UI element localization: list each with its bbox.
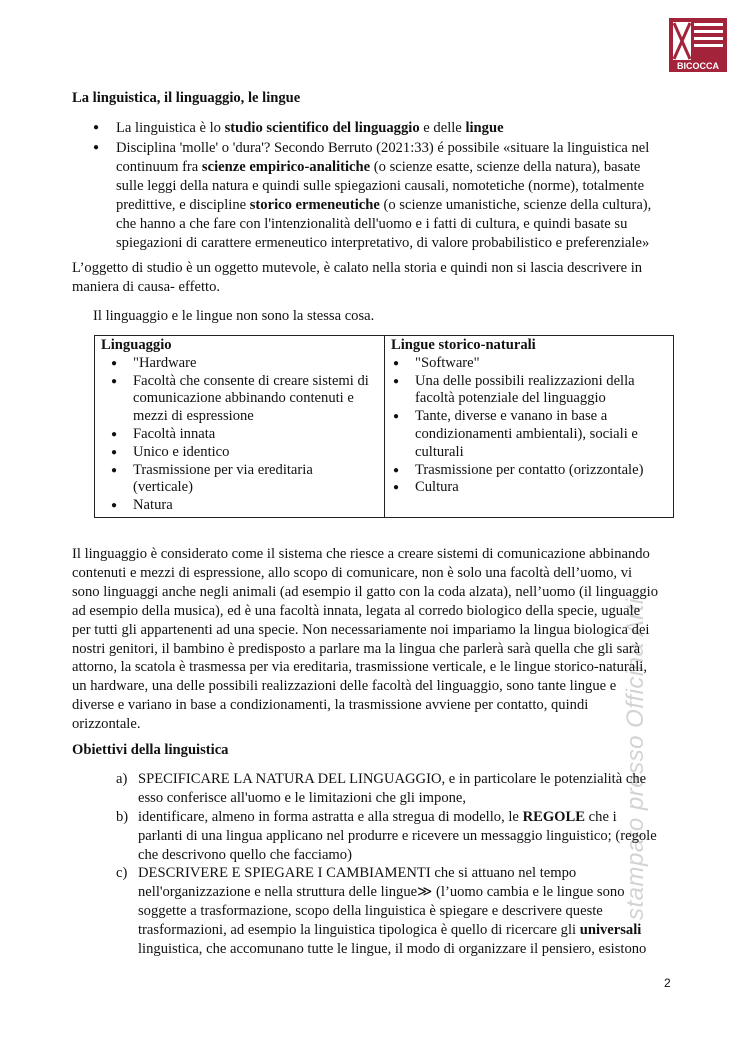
list-item: ● "Software" bbox=[393, 354, 480, 371]
bullet-dot: ● bbox=[93, 142, 100, 153]
comparison-table bbox=[94, 335, 674, 518]
list-item: ● Facoltà innata bbox=[111, 425, 216, 442]
list-label: b) bbox=[116, 809, 129, 825]
list-item: ● Tante, diverse e vanano in base a condizionamenti ambientali), sociali e culturali bbox=[393, 408, 638, 460]
section-heading-obiettivi: Obiettivi della linguistica bbox=[72, 742, 229, 758]
logo-text: BICOCCA bbox=[677, 61, 719, 71]
university-logo bbox=[669, 18, 727, 72]
list-text: DESCRIVERE E SPIEGARE I CAMBIAMENTI che si attuano nel tempo nell'organizzazione e nella struttura delle lingue≫ (l’uomo cambia e le lingue sono soggette a trasformazione, scopo della linguistica è spiegare e descrivere queste trasformazioni, ad esempio la linguistica tipologica è quello di ricercare gli universali linguistica, che accomunano tutte le lingue, il modo di organizzare il pensiero, esistono bbox=[138, 865, 647, 957]
page-number: 2 bbox=[664, 976, 671, 990]
list-item: ● Una delle possibili realizzazioni della facoltà potenziale del linguaggio bbox=[393, 372, 635, 407]
column-header-linguaggio: Linguaggio bbox=[101, 337, 172, 353]
paragraph-linguaggio: Il linguaggio è considerato come il sistema che riesce a creare sistemi di comunicazione abbinando contenuti e mezzi di espressione, allo scopo di comunicare, non è solo una facoltà dell’uomo, vi sono linguaggi anche negli animali (ad esempio il gatto con la coda alzata), nell’uomo (il linguaggio ad esempio della musica), ed è una facoltà innata, legata al corredo biologico della specie, uguale per tutti gli appartenenti ad una specie. Non necessariamente noi impariamo la lingua biologica dei nostri genitori, il bambino è predisposto a parlare ma la lingua che parlerà sarà quella che gli sarà attorno, la scatola è trasmessa per via ereditaria, trasmissione verticale, e le lingue storico-naturali, un hardware, una delle possibili realizzazioni delle facoltà del linguaggio, sono tante lingue e diverse e variano in base a condizionamenti, la trasmissione avviene per contatto, quindi orizzontale. bbox=[72, 546, 659, 733]
list-item: ● Unico e identico bbox=[111, 443, 230, 460]
list-item: ● Cultura bbox=[393, 479, 459, 496]
list-item: ● "Hardware bbox=[111, 354, 197, 371]
list-text: identificare, almeno in forma astratta e alla stregua di modello, le REGOLE che i parlanti di una lingua applicano nel produrre e ricevere un messaggio linguistico; (regole che descrivono quello che facciamo) bbox=[138, 809, 657, 863]
paragraph-differenza: Il linguaggio e le lingue non sono la stessa cosa. bbox=[93, 308, 375, 324]
list-item: ● Trasmissione per contatto (orizzontale) bbox=[393, 461, 644, 478]
bullet-dot: ● bbox=[93, 122, 100, 133]
column-header-lingue: Lingue storico-naturali bbox=[391, 337, 536, 353]
paragraph-oggetto: L’oggetto di studio è un oggetto mutevole, è calato nella storia e quindi non si lascia descrivere in maniera di causa- effetto. bbox=[72, 260, 643, 295]
list-label: a) bbox=[116, 771, 128, 787]
bullet-text: Disciplina 'molle' o 'dura'? Secondo Berruto (2021:33) é possibile «situare la linguistica nel continuum fra scienze empirico-analitiche (o scienze esatte, scienze della natura), basate sulle leggi della natura e quindi sulle spiegazioni causali, nomotetiche (norme), totalmente predittive, e discipline storico ermeneutiche (o scienze umanistiche, scienze della cultura), che hanno a che fare con l'intenzionalità dell'uomo e i fatti di cultura, e quindi basate su spiegazioni di carattere ermeneutico interpretativo, di valore probabilistico e preferenziale» bbox=[116, 140, 652, 251]
list-item: ● Facoltà che consente di creare sistemi di comunicazione abbinando contenuti e mezzi di espressione bbox=[111, 372, 369, 425]
watermark-text: stampato presso Officina Arti bbox=[622, 598, 649, 920]
list-label: c) bbox=[116, 865, 128, 881]
list-text: SPECIFICARE LA NATURA DEL LINGUAGGIO, e in particolare le potenzialità che esso conferisce all'uomo e le limitazioni che gli impone, bbox=[138, 771, 647, 806]
table-cell-linguaggio bbox=[95, 336, 385, 518]
list-item: ● Trasmissione per via ereditaria (verticale) bbox=[111, 461, 313, 496]
list-item: ● Natura bbox=[111, 497, 173, 514]
section-heading-linguistica: La linguistica, il linguaggio, le lingue bbox=[72, 90, 301, 106]
table-cell-lingue bbox=[385, 336, 674, 518]
bullet-text: La linguistica è lo studio scientifico del linguaggio e delle lingue bbox=[116, 120, 504, 136]
